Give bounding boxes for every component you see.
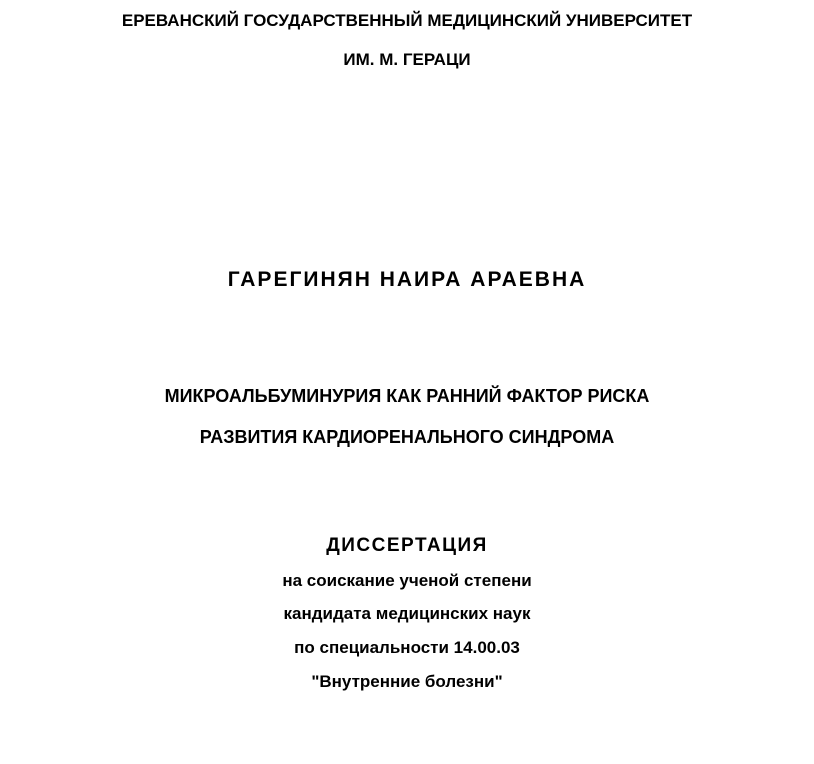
institution-name-suffix: ИМ. М. ГЕРАЦИ [343, 50, 471, 69]
degree-line-3: по специальности 14.00.03 [294, 638, 520, 657]
degree-line-2: кандидата медицинских наук [283, 604, 531, 623]
author-name: ГАРЕГИНЯН НАИРА АРАЕВНА [227, 268, 587, 291]
thesis-title-line-1: МИКРОАЛЬБУМИНУРИЯ КАК РАННИЙ ФАКТОР РИСКА [164, 386, 650, 406]
thesis-title-line-2: РАЗВИТИЯ КАРДИОРЕНАЛЬНОГО СИНДРОМА [199, 427, 615, 447]
degree-line-4: "Внутренние болезни" [311, 672, 503, 691]
document-type: ДИССЕРТАЦИЯ [326, 535, 488, 556]
degree-line-1: на соискание ученой степени [282, 571, 532, 590]
institution-name: ЕРЕВАНСКИЙ ГОСУДАРСТВЕННЫЙ МЕДИЦИНСКИЙ УНИВЕРСИТЕТ [121, 11, 693, 30]
